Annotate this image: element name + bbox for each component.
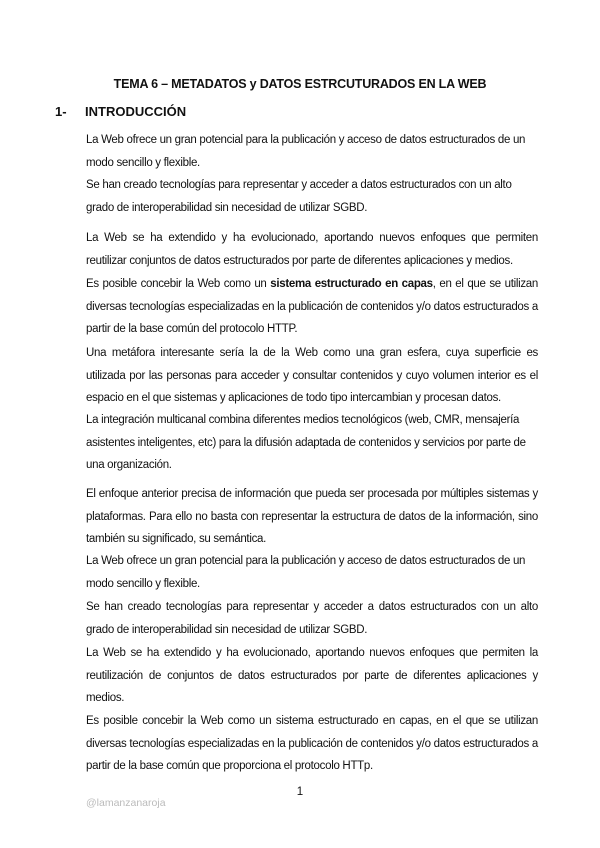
paragraph-text: Es posible concebir la Web como un	[86, 278, 271, 290]
paragraph: La integración multicanal combina diferentes medios tecnológicos (web, CMR, mensajería asistentes inteligentes, etc) para la difusión adaptada de contenidos y servicios por parte de una organización.	[86, 414, 526, 471]
paragraph: La Web se ha extendido y ha evolucionado, aportando nuevos enfoques que permiten la reutilización de conjuntos de datos estructurados por parte de diferentes aplicaciones y medios.	[86, 647, 538, 704]
watermark: @lamanzanaroja	[86, 797, 166, 809]
paragraph: El enfoque anterior precisa de información que pueda ser procesada por múltiples sistemas y plataformas. Para ello no basta con representar la estructura de datos de la información, sino también su significado, su semántica.	[86, 488, 538, 545]
document-title: TEMA 6 – METADATOS y DATOS ESTRCUTURADOS EN LA WEB	[113, 77, 487, 91]
paragraph	[86, 273, 538, 341]
paragraph: La Web se ha extendido y ha evolucionado, aportando nuevos enfoques que permiten reutilizar conjuntos de datos estructurados por parte de diferentes aplicaciones y medios.	[86, 232, 538, 267]
paragraph: Se han creado tecnologías para representar y acceder a datos estructurados con un alto grado de interoperabilidad sin necesidad de utilizar SGBD.	[86, 179, 512, 214]
section-heading	[55, 104, 186, 119]
paragraph: La Web ofrece un gran potencial para la publicación y acceso de datos estructurados de un modo sencillo y flexible.	[86, 555, 526, 590]
section-title: INTRODUCCIÓN	[85, 104, 187, 119]
section-number: 1-	[55, 104, 67, 119]
paragraph: Una metáfora interesante sería la de la Web como una gran esfera, cuya superficie es utilizada por las personas para acceder y consultar contenidos y cuyo volumen interior es el espacio en el que sistemas y aplicaciones de todo tipo intercambian y procesan datos.	[86, 347, 538, 404]
bold-phrase: sistema estructurado en capas	[270, 278, 433, 290]
paragraph: Es posible concebir la Web como un sistema estructurado en capas, en el que se utilizan diversas tecnologías especializadas en la publicación de contenidos y/o datos estructurados a partir de la base común que proporciona el protocolo HTTp.	[86, 715, 538, 772]
page-number: 1	[296, 786, 304, 798]
paragraph: Se han creado tecnologías para representar y acceder a datos estructurados con un alto grado de interoperabilidad sin necesidad de utilizar SGBD.	[86, 601, 538, 636]
paragraph-text: , en el que se utilizan diversas tecnologías especializadas en la publicación de contenidos y/o datos estructurados a partir de la base común del protocolo HTTP.	[86, 278, 538, 335]
paragraph: La Web ofrece un gran potencial para la publicación y acceso de datos estructurados de un modo sencillo y flexible.	[86, 134, 526, 169]
